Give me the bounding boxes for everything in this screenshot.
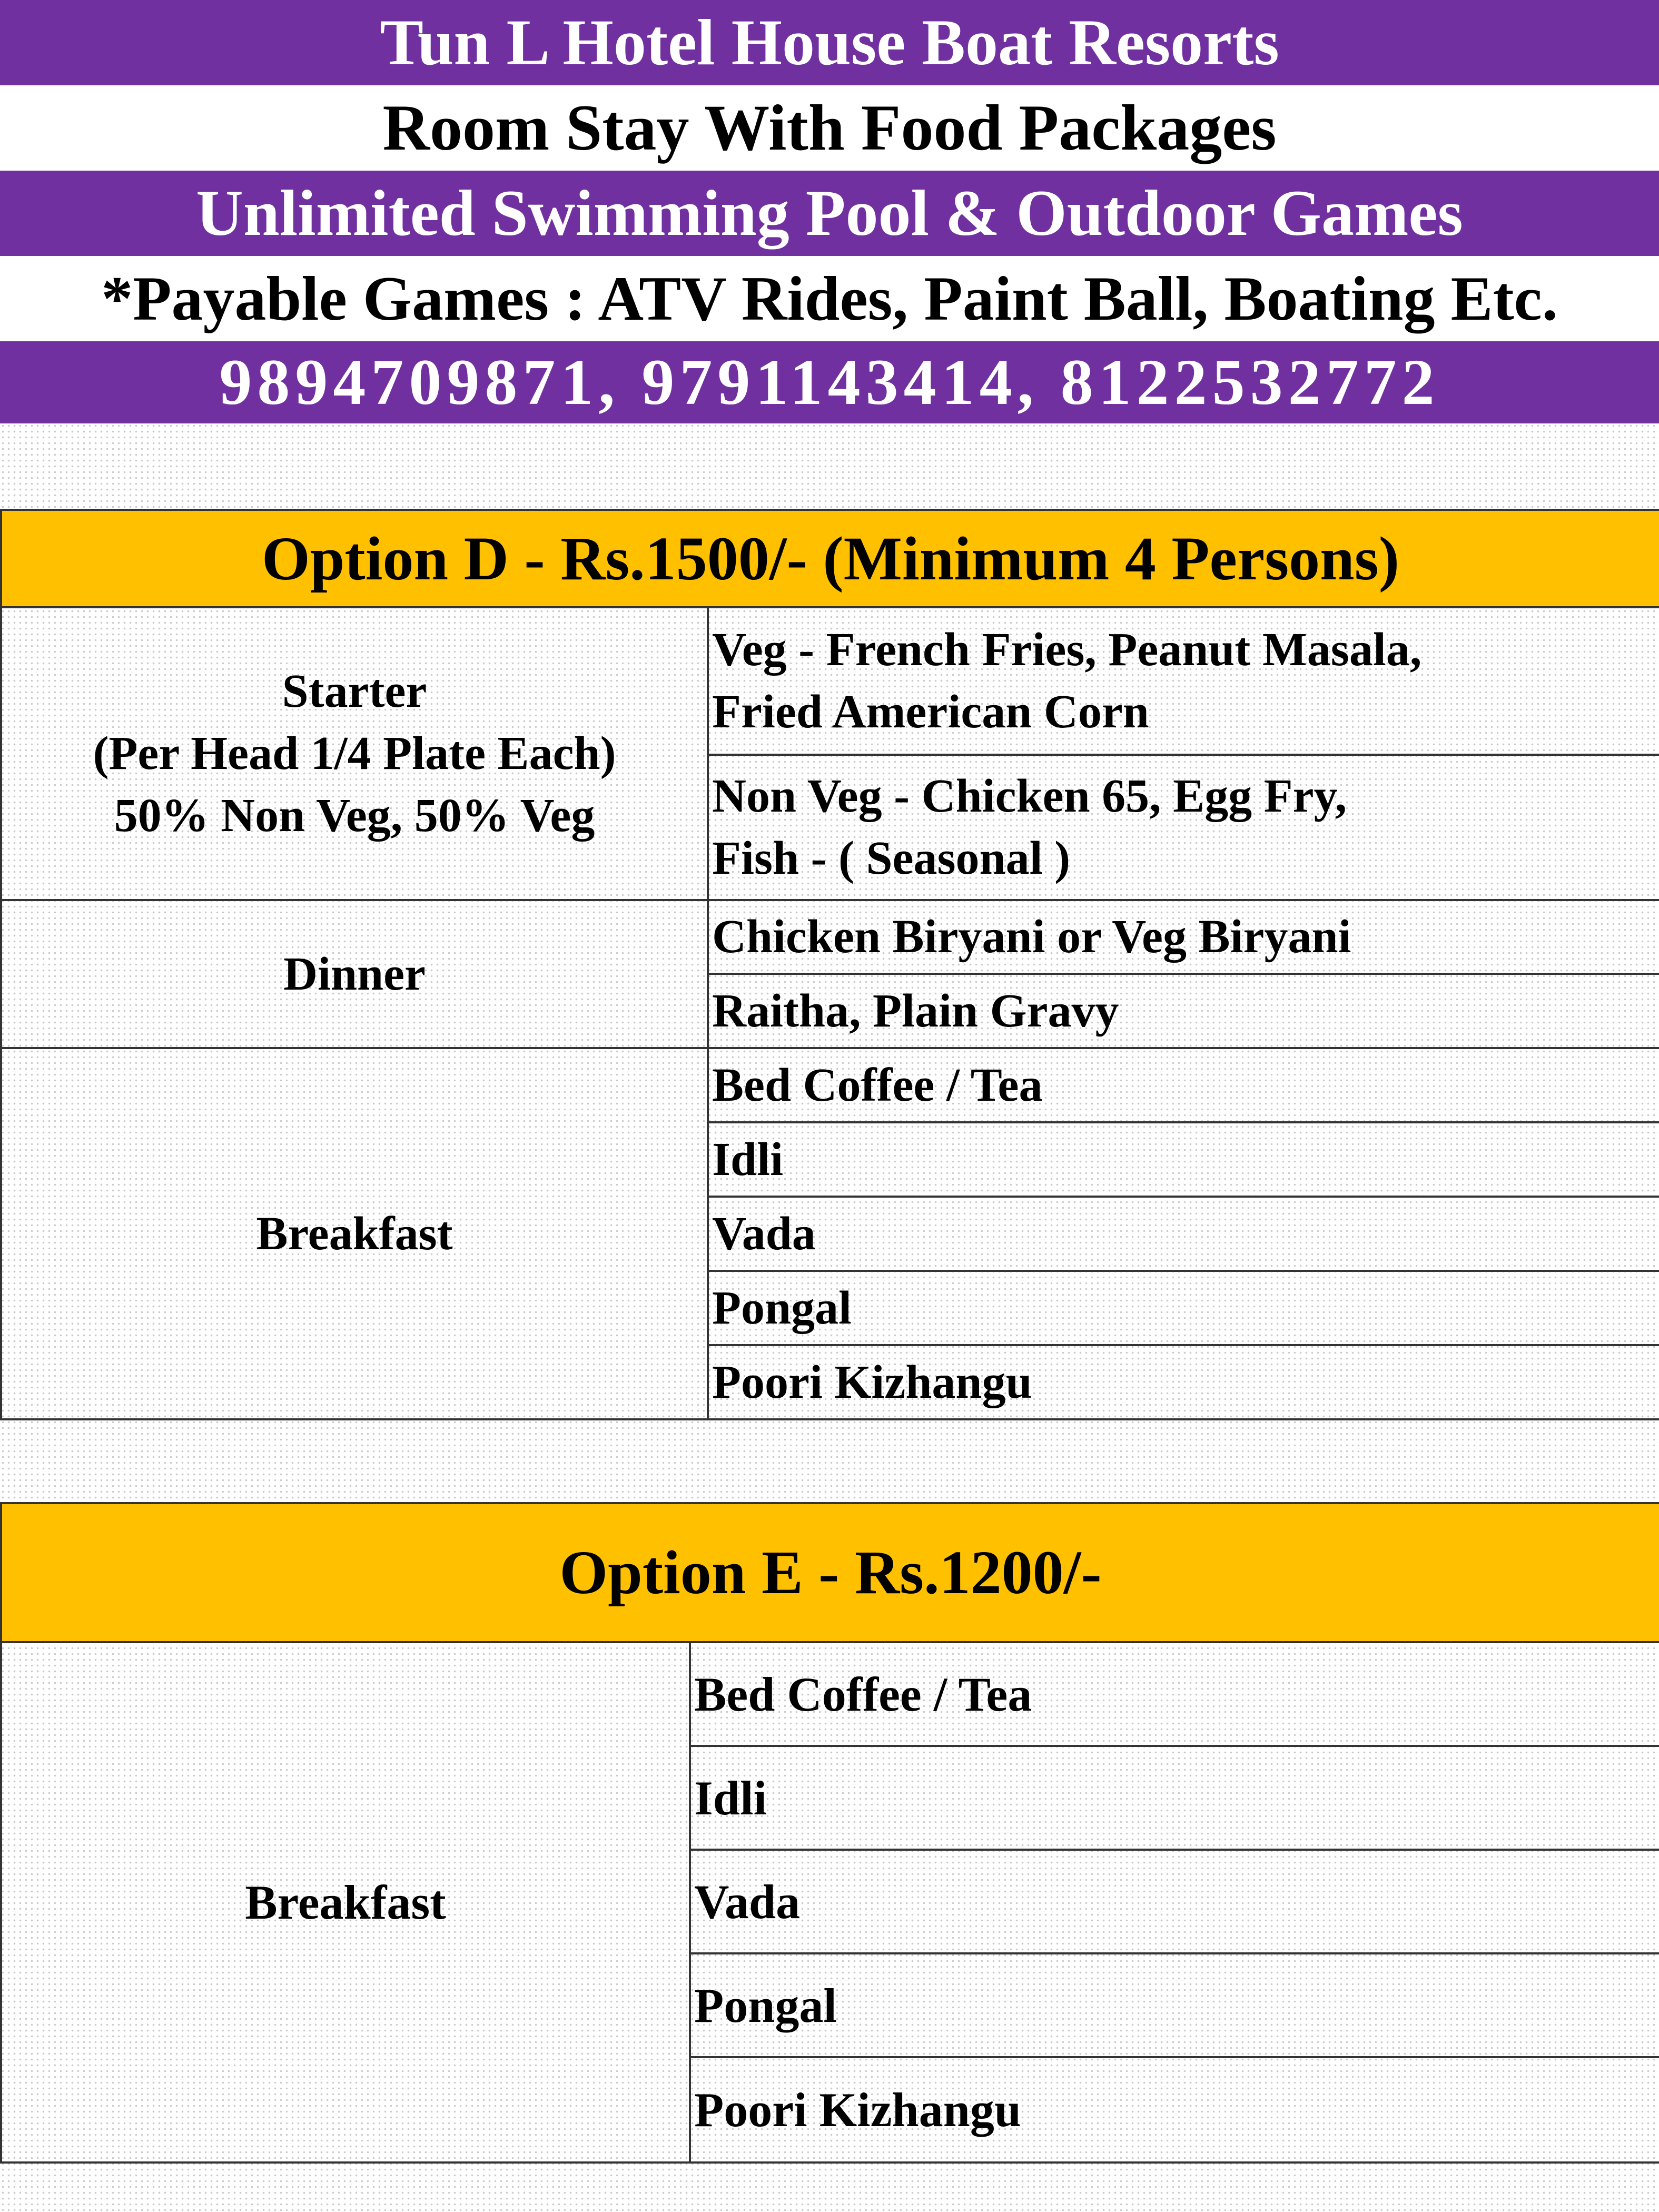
breakfast-item: Vada [708,1197,1659,1271]
breakfast-item: Pongal [708,1271,1659,1345]
breakfast-item: Idli [708,1122,1659,1197]
package-banner [0,85,1659,171]
starter-nonveg-line1: Non Veg - Chicken 65, Egg Fry, [712,770,1347,822]
starter-veg-cell [708,607,1659,755]
breakfast-item: Poori Kizhangu [690,2057,1659,2162]
breakfast-item: Bed Coffee / Tea [708,1048,1659,1122]
starter-veg-line1: Veg - French Fries, Peanut Masala, [712,624,1422,676]
option-e-title: Option E - Rs.1200/- [1,1503,1659,1642]
phone-numbers: 9894709871, 9791143414, 8122532772 [219,346,1440,418]
breakfast-label: Breakfast [1,1048,708,1419]
breakfast-item: Bed Coffee / Tea [690,1642,1659,1746]
breakfast-item: Poori Kizhangu [708,1345,1659,1419]
starter-label-line3: 50% Non Veg, 50% Veg [114,789,595,842]
option-d-table [0,509,1659,1420]
starter-label-line1: Starter [282,665,427,717]
amenities-banner [0,171,1659,256]
dinner-label: Dinner [1,900,708,1048]
phone-banner [0,341,1659,423]
package-text: Room Stay With Food Packages [382,92,1277,164]
resort-name: Tun L Hotel House Boat Resorts [380,6,1279,78]
breakfast-item: Vada [690,1850,1659,1953]
starter-label-line2: (Per Head 1/4 Plate Each) [93,727,616,779]
starter-veg-line2: Fried American Corn [712,686,1149,738]
breakfast-item: Idli [690,1746,1659,1850]
starter-label [1,607,708,900]
dinner-item: Chicken Biryani or Veg Biryani [708,900,1659,974]
amenities-text: Unlimited Swimming Pool & Outdoor Games [196,177,1463,249]
resort-name-banner [0,0,1659,85]
breakfast-label: Breakfast [1,1642,690,2162]
breakfast-item: Pongal [690,1953,1659,2057]
option-e-table [0,1502,1659,2164]
starter-nonveg-line2: Fish - ( Seasonal ) [712,832,1071,884]
starter-nonveg-cell [708,755,1659,900]
payable-games-banner [0,256,1659,341]
payable-games-text: *Payable Games : ATV Rides, Paint Ball, Boating Etc. [101,263,1558,333]
option-d-title: Option D - Rs.1500/- (Minimum 4 Persons) [1,510,1659,607]
dinner-item: Raitha, Plain Gravy [708,974,1659,1048]
